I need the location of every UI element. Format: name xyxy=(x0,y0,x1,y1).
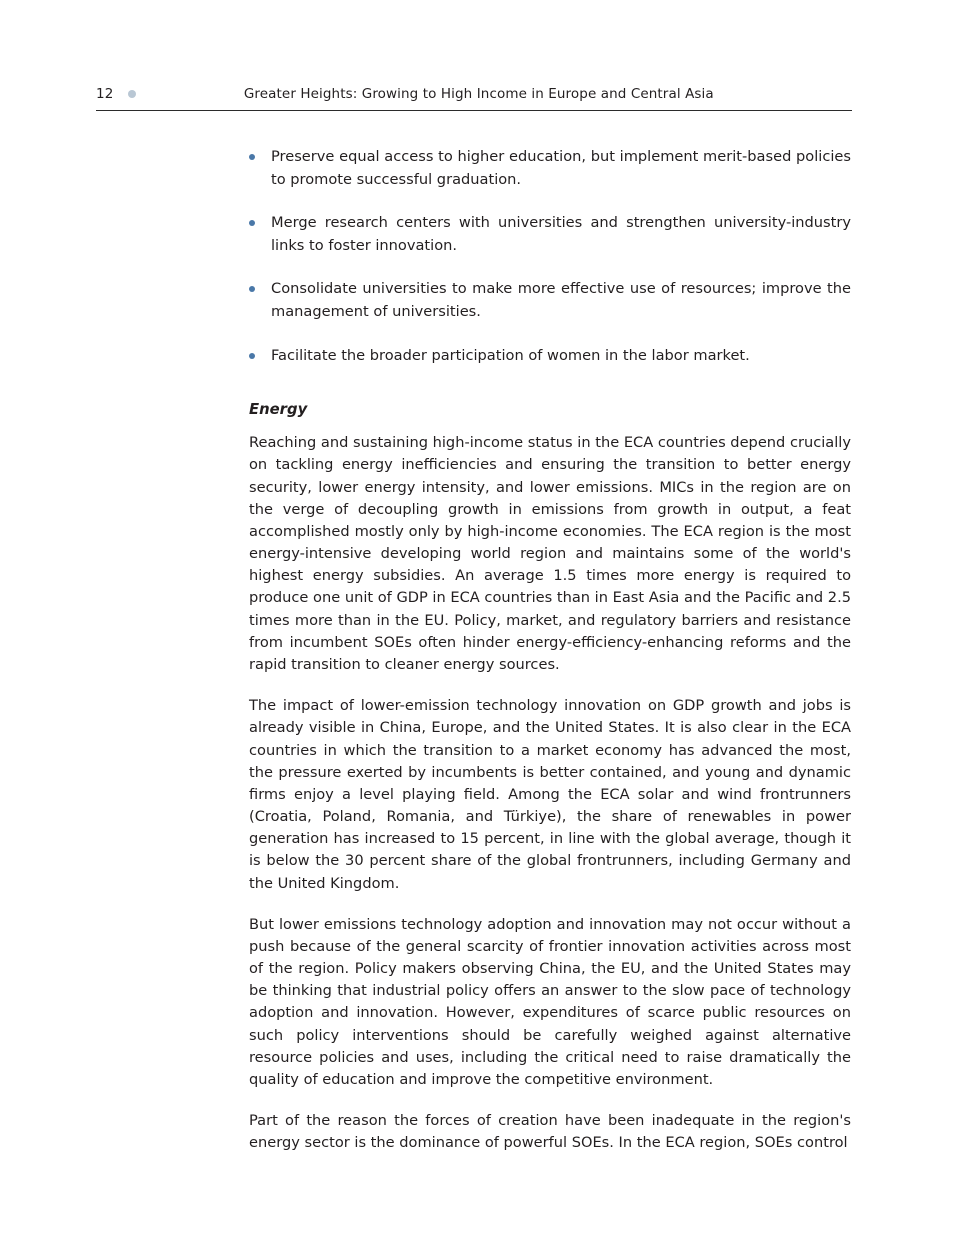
body-paragraph: But lower emissions technology adoption and innovation may not occur without a push because of the general scarcity of frontier innovation activities across most of the region. Policy makers observing China, the EU, and the United States may be thinking that industrial policy offers an answer to the slow pace of technology adoption and innovation. However, expenditures of scarce public resources on such policy interventions should be carefully weighed against alternative resource policies and uses, including the critical need to raise dramatically the quality of education and improve the competitive environment. xyxy=(249,915,851,1088)
list-item xyxy=(249,345,851,368)
list-item xyxy=(249,212,851,257)
running-title: Greater Heights: Growing to High Income in Europe and Central Asia xyxy=(243,86,714,102)
folio-dot-icon xyxy=(128,90,136,98)
body-paragraph: Reaching and sustaining high-income status in the ECA countries depend crucially on tackling energy inefficiencies and ensuring the transition to better energy security, lower energy intensity, and lower emissions. MICs in the region are on the verge of decoupling growth in emissions from growth in output, a feat accomplished mostly only by high-income economies. The ECA region is the most energy-intensive developing world region and maintains some of the world's highest energy subsidies. An average 1.5 times more energy is required to produce one unit of GDP in ECA countries than in East Asia and the Pacific and 2.5 times more than in the EU. Policy, market, and regulatory barriers and resistance from incumbent SOEs often hinder energy-efficiency-enhancing reforms and the rapid transition to cleaner energy sources. xyxy=(249,434,851,673)
page-number: 12 xyxy=(96,86,114,102)
bullet-dot-icon xyxy=(249,286,255,292)
body-paragraph: The impact of lower-emission technology innovation on GDP growth and jobs is already visible in China, Europe, and the United States. It is also clear in the ECA countries in which the transition to a market economy has advanced the most, the pressure exerted by incumbents is better contained, and young and dynamic firms enjoy a level playing field. Among the ECA solar and wind frontrunners (Croatia, Poland, Romania, and Türkiye), the share of renewables in power generation has increased to 15 percent, in line with the global average, though it is below the 30 percent share of the global frontrunners, including Germany and the United Kingdom. xyxy=(249,697,851,892)
running-head xyxy=(96,86,852,111)
list-item-text: Facilitate the broader participation of women in the labor market. xyxy=(271,346,750,364)
recommendation-bullet-list xyxy=(249,146,851,367)
list-item-text: Consolidate universities to make more effective use of resources; improve the management of universities. xyxy=(271,280,851,321)
bullet-dot-icon xyxy=(249,220,255,226)
list-item xyxy=(249,146,851,191)
list-item xyxy=(249,278,851,323)
section-heading: Energy xyxy=(249,401,308,419)
list-item-text: Preserve equal access to higher education, but implement merit-based policies to promote successful graduation. xyxy=(271,148,851,188)
bullet-dot-icon xyxy=(249,154,255,160)
list-item-text: Merge research centers with universities and strengthen university-industry links to foster innovation. xyxy=(271,214,851,254)
body-column xyxy=(249,146,851,1154)
body-paragraph: Part of the reason the forces of creation have been inadequate in the region's energy sector is the dominance of powerful SOEs. In the ECA region, SOEs control xyxy=(249,1112,851,1152)
bullet-dot-icon xyxy=(249,353,255,359)
